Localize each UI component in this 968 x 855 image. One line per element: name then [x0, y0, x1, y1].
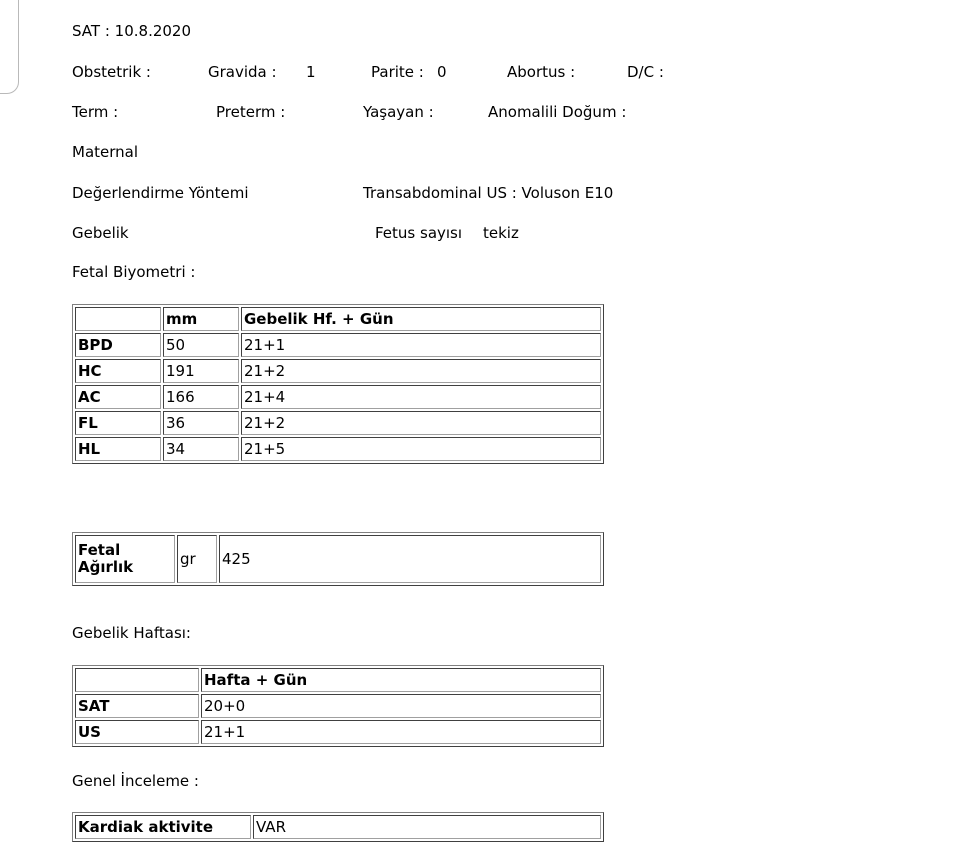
table-cell: 166 [163, 385, 239, 409]
fetal-weight-table [72, 532, 604, 586]
table-cell: 21+1 [241, 333, 601, 357]
fetus-count-value: tekiz [483, 224, 519, 242]
gravida-value: 1 [306, 63, 316, 81]
table-cell: US [75, 720, 199, 744]
method-value: Transabdominal US : Voluson E10 [363, 184, 614, 202]
table-cell: FL [75, 411, 161, 435]
parite-label: Parite : [371, 63, 424, 81]
table-cell: 21+5 [241, 437, 601, 461]
gestation-title: Gebelik Haftası: [72, 624, 191, 642]
table-row [75, 359, 601, 383]
table-cell: 36 [163, 411, 239, 435]
gestation-table [72, 665, 604, 747]
fetal-weight-label: Fetal Ağırlık [75, 535, 175, 583]
table-header-row [75, 307, 601, 331]
gebelik-label: Gebelik [72, 224, 129, 242]
cardiac-activity-value: VAR [253, 815, 601, 839]
general-exam-title: Genel İnceleme : [72, 772, 199, 790]
table-cell: 21+1 [201, 720, 601, 744]
table-cell: SAT [75, 694, 199, 718]
table-row [75, 815, 601, 839]
preterm-label: Preterm : [216, 103, 286, 121]
table-row [75, 385, 601, 409]
gravida-label: Gravida : [208, 63, 277, 81]
table-row [75, 694, 601, 718]
table-cell: 21+2 [241, 411, 601, 435]
cardiac-activity-label: Kardiak aktivite [75, 815, 251, 839]
table-header-row [75, 668, 601, 692]
table-cell: 21+4 [241, 385, 601, 409]
anomalili-dogum-label: Anomalili Doğum : [488, 103, 627, 121]
biometry-table [72, 304, 604, 464]
parite-value: 0 [437, 63, 447, 81]
sat-value: 10.8.2020 [114, 22, 192, 40]
table-cell: HC [75, 359, 161, 383]
table-row [75, 333, 601, 357]
biometry-title: Fetal Biyometri : [72, 263, 196, 281]
table-cell: 191 [163, 359, 239, 383]
obstetrik-label: Obstetrik : [72, 63, 151, 81]
cardiac-table [72, 812, 604, 842]
method-label: Değerlendirme Yöntemi [72, 184, 249, 202]
fetus-count-label: Fetus sayısı [375, 224, 463, 242]
sat-label: SAT : [72, 22, 110, 40]
window-corner-frame [0, 0, 19, 94]
term-label: Term : [72, 103, 119, 121]
table-header-cell: mm [163, 307, 239, 331]
table-cell: AC [75, 385, 161, 409]
fetal-weight-value: 425 [219, 535, 601, 583]
table-row [75, 535, 601, 583]
table-row [75, 720, 601, 744]
table-cell: 20+0 [201, 694, 601, 718]
table-row [75, 411, 601, 435]
yasayan-label: Yaşayan : [363, 103, 434, 121]
fetal-weight-unit: gr [177, 535, 217, 583]
sat-line [72, 22, 191, 40]
table-row [75, 437, 601, 461]
table-cell: 21+2 [241, 359, 601, 383]
table-header-cell: Gebelik Hf. + Gün [241, 307, 601, 331]
table-header-cell [75, 668, 199, 692]
table-cell: 34 [163, 437, 239, 461]
table-cell: BPD [75, 333, 161, 357]
dc-label: D/C : [627, 63, 664, 81]
table-cell: HL [75, 437, 161, 461]
table-cell: 50 [163, 333, 239, 357]
abortus-label: Abortus : [507, 63, 576, 81]
table-header-cell: Hafta + Gün [201, 668, 601, 692]
table-header-cell [75, 307, 161, 331]
maternal-label: Maternal [72, 143, 139, 161]
